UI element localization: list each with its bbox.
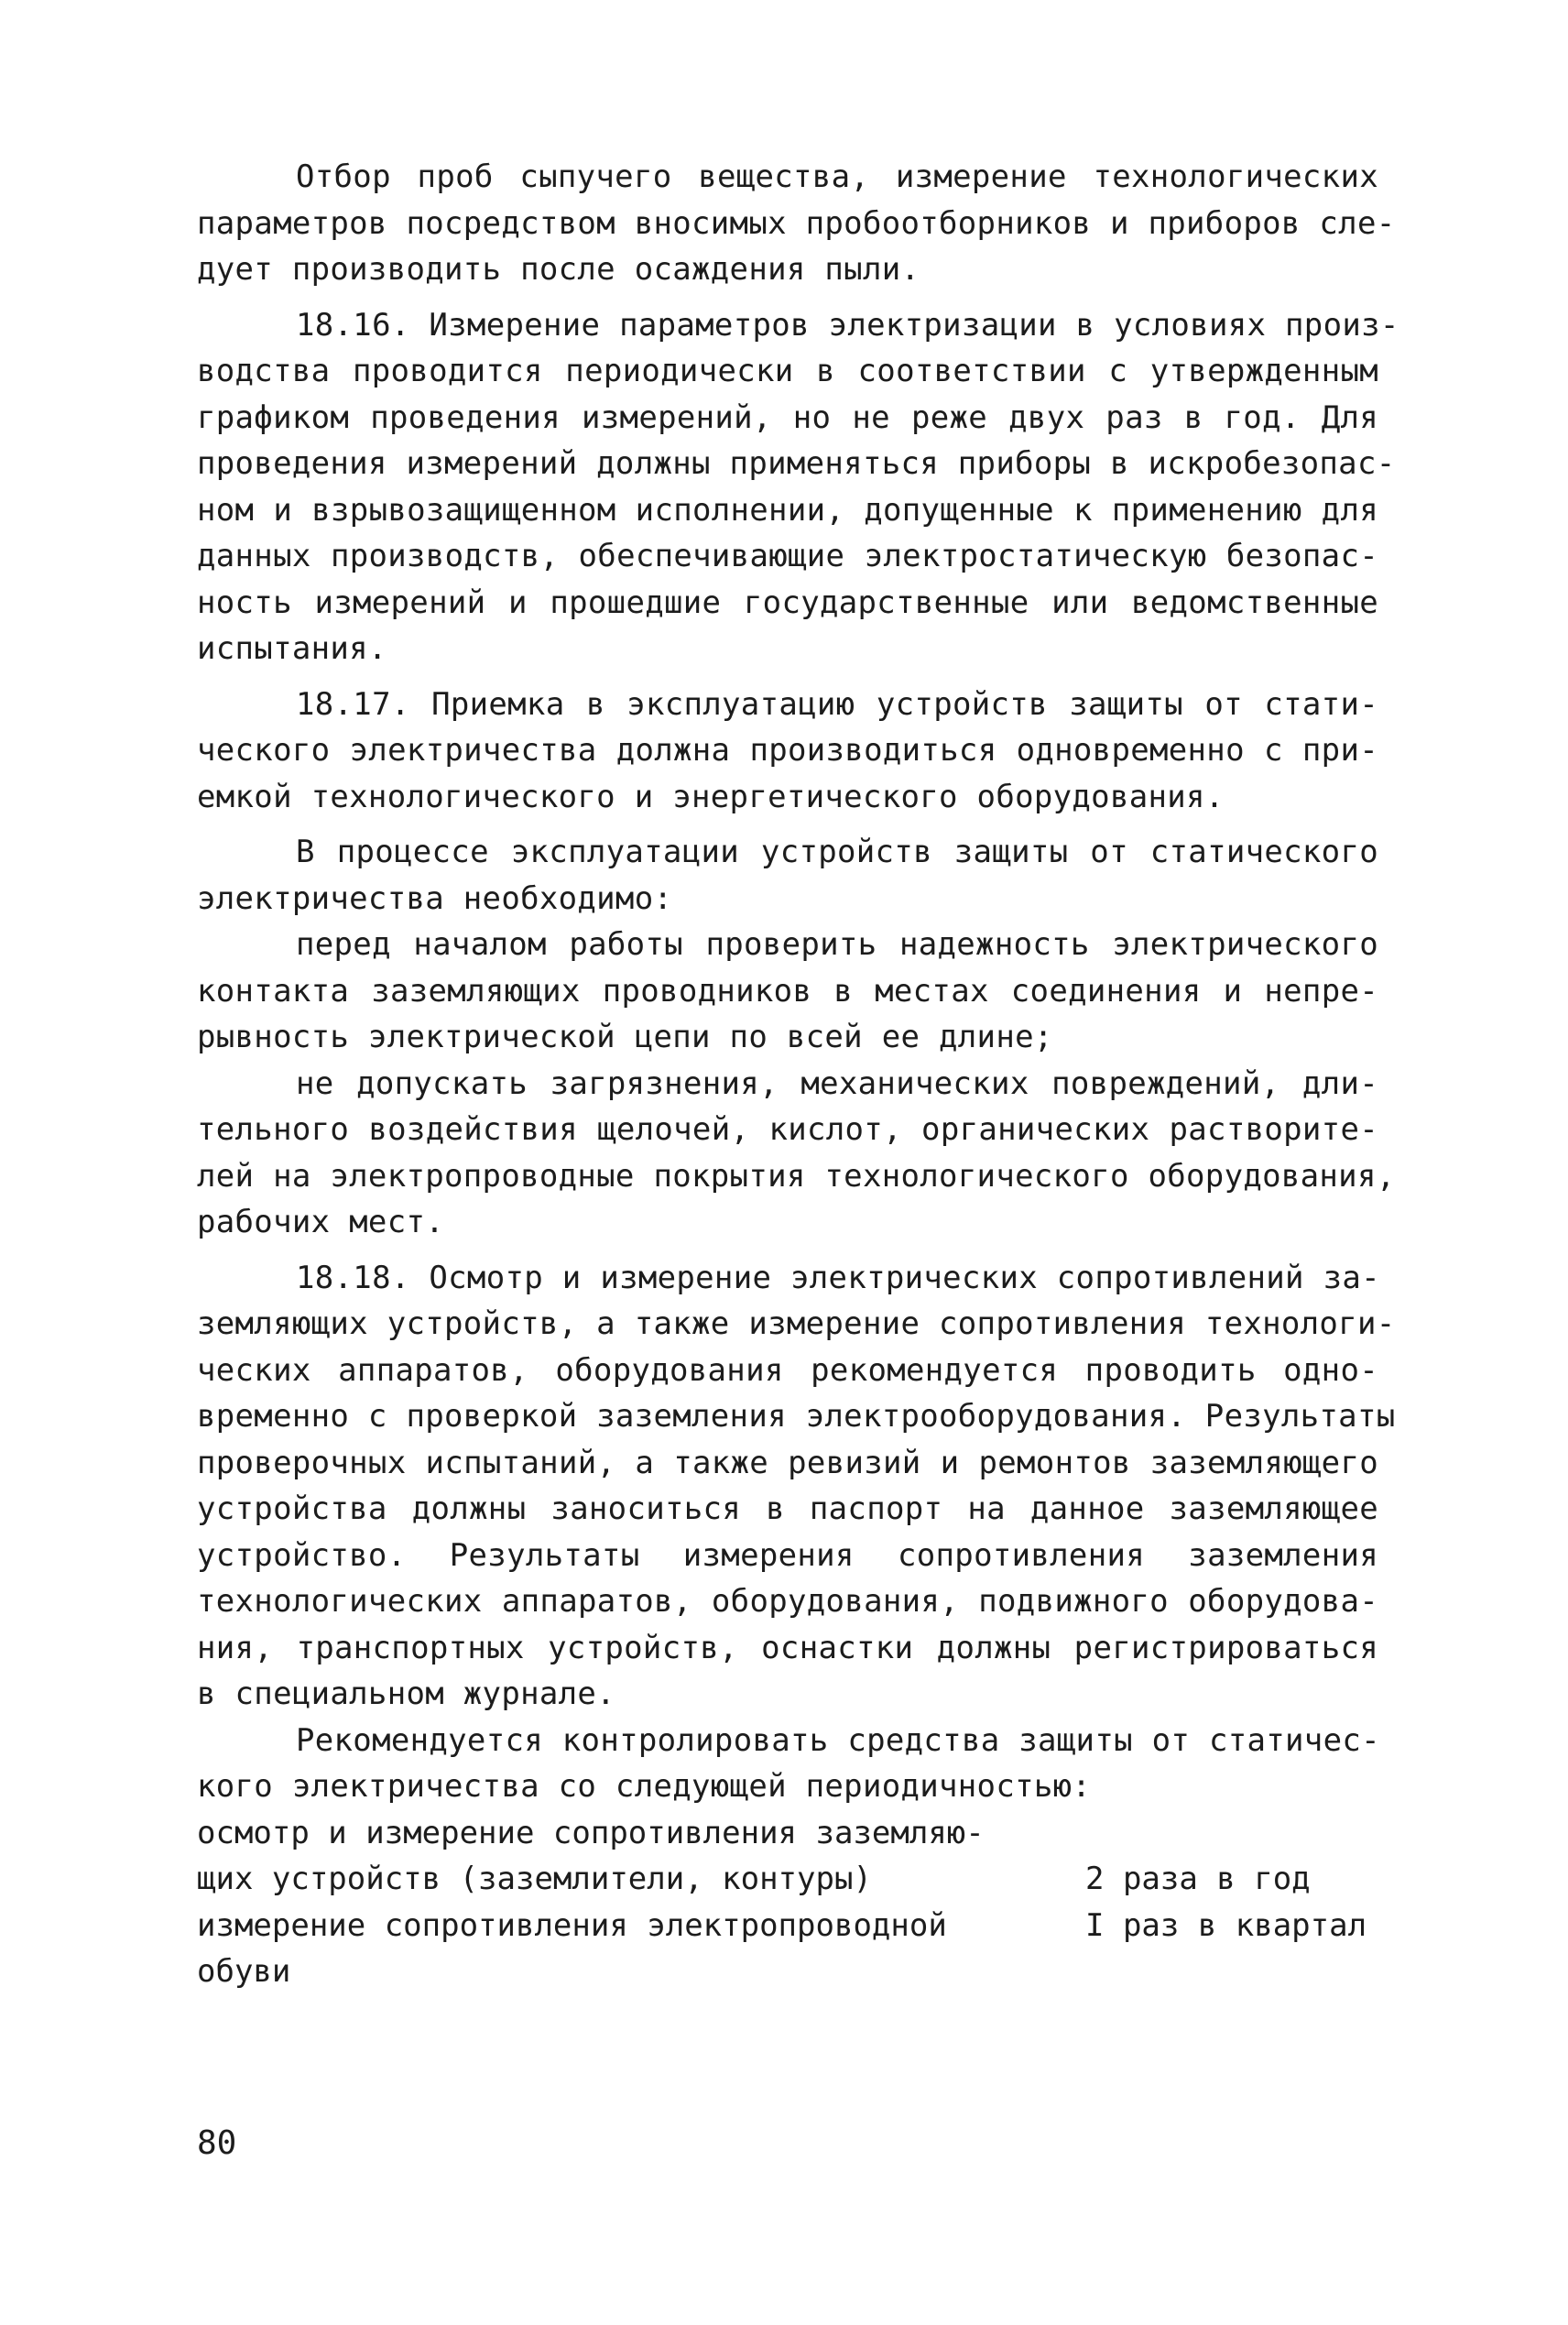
text-line: лей на электропроводные покрытия технологического оборудования,: [197, 1157, 1396, 1195]
text-line: графиком проведения измерений, но не реже двух раз в год. Для: [197, 398, 1378, 436]
text-line: технологических аппаратов, оборудования, подвижного оборудова-: [197, 1583, 1378, 1620]
text-line: параметров посредством вносимых пробоотборников и приборов сле-: [197, 204, 1396, 242]
text-line: дует производить после осаждения пыли.: [197, 251, 920, 288]
text-line: земляющих устройств, а также измерение сопротивления технологи-: [197, 1305, 1396, 1342]
text-line: данных производств, обеспечивающие электростатическую безопас-: [197, 538, 1378, 574]
paragraph: [197, 1255, 1396, 1810]
text-line: ческих аппаратов, оборудования рекомендуется проводить одно-: [197, 1351, 1378, 1389]
body-text: [197, 154, 1399, 1995]
text-line: ния, транспортных устройств, оснастки должны регистрироваться: [197, 1629, 1378, 1666]
text-line: Отбор проб сыпучего вещества, измерение технологических: [296, 158, 1378, 195]
text-line: Рекомендуется контролировать средства защиты от статичес-: [296, 1721, 1380, 1759]
text-line: 18.16. Измерение параметров электризации в условиях произ-: [296, 306, 1399, 344]
text-line: В процессе эксплуатации устройств защиты от статического: [296, 834, 1378, 870]
text-line: не допускать загрязнения, механических повреждений, дли-: [296, 1064, 1378, 1102]
paragraph: [197, 829, 1396, 1246]
paragraph: [197, 154, 1396, 293]
paragraph: [197, 302, 1399, 672]
text-line: испытания.: [197, 630, 387, 667]
schedule-row: [197, 1810, 1378, 1857]
text-line: емкой технологического и энергетического оборудования.: [197, 778, 1225, 815]
text-line: ность измерений и прошедшие государственные или ведомственные: [197, 584, 1378, 621]
schedule-item-text: измерение сопротивления электропроводной: [197, 1906, 947, 1944]
text-line: ческого электричества должна производиться одновременно с при-: [197, 732, 1378, 769]
text-line: проверочных испытаний, а также ревизий и ремонтов заземляющего: [197, 1444, 1378, 1481]
text-line: в специальном журнале.: [197, 1676, 615, 1712]
text-line: водства проводится периодически в соответствии с утвержденным: [197, 353, 1378, 389]
inspection-schedule: [197, 1810, 1378, 1995]
text-line: устройства должны заноситься в паспорт на данное заземляющее: [197, 1490, 1378, 1527]
text-line: кого электричества со следующей периодичностью:: [197, 1768, 1092, 1805]
text-line: рабочих мест.: [197, 1204, 445, 1240]
schedule-item-text: обуви: [197, 1953, 291, 1990]
text-line: временно с проверкой заземления электрооборудования. Результаты: [197, 1398, 1396, 1435]
text-line: проведения измерений должны применяться приборы в искробезопас-: [197, 445, 1396, 482]
text-line: ном и взрывозащищенном исполнении, допущенные к применению для: [197, 491, 1378, 529]
schedule-item-text: щих устройств (заземлители, контуры): [197, 1861, 872, 1897]
schedule-row: [197, 1903, 1378, 1949]
schedule-row: [197, 1856, 1378, 1903]
schedule-period: 2 раза в год: [1085, 1861, 1311, 1897]
text-line: 18.18. Осмотр и измерение электрических сопротивлений за-: [296, 1259, 1380, 1296]
text-line: электричества необходимо:: [197, 879, 673, 917]
text-line: 18.17. Приемка в эксплуатацию устройств защиты от стати-: [296, 685, 1378, 723]
page-number: 80: [197, 2124, 237, 2162]
text-line: тельного воздействия щелочей, кислот, органических растворите-: [197, 1111, 1378, 1148]
text-line: контакта заземляющих проводников в местах соединения и непре-: [197, 972, 1378, 1010]
schedule-period: I раз в квартал: [1085, 1906, 1367, 1944]
paragraph: [197, 682, 1378, 821]
text-line: устройство. Результаты измерения сопротивления заземления: [197, 1536, 1378, 1574]
schedule-item-text: осмотр и измерение сопротивления заземляю-: [197, 1814, 985, 1851]
schedule-row: [197, 1948, 1378, 1995]
text-line: перед началом работы проверить надежность электрического: [296, 926, 1378, 963]
text-line: рывность электрической цепи по всей ее длине;: [197, 1019, 1053, 1055]
